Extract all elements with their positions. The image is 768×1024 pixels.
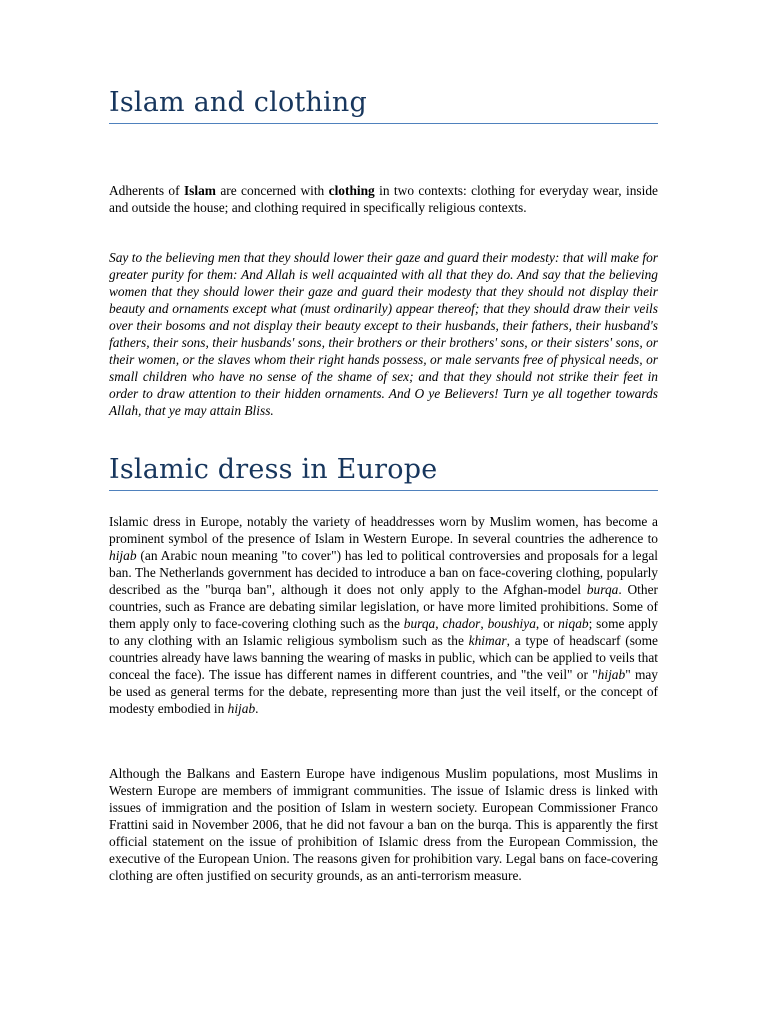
text-run: , [480, 616, 488, 631]
europe-paragraph-1 [109, 513, 658, 717]
text-run: ; some apply to any clothing with an Islamic religious symbolism such as the [109, 616, 659, 648]
europe-paragraph-2: Although the Balkans and Eastern Europe have indigenous Muslim populations, most Muslims in Western Europe are members of immigrant communities. The issue of Islamic dress is linked with issues of immigration and the position of Islam in western society. European Commissioner Franco Frattini said in November 2006, that he did not favour a ban on the burqa. This is apparently the first official statement on the issue of prohibition of Islamic dress from the European Commission, the executive of the European Union. The reasons given for prohibition vary. Legal bans on face-covering clothing are often justified on security grounds, as an anti-terrorism measure. [109, 766, 658, 883]
italic-term: hijab [227, 701, 256, 716]
text-run: " may be used as general terms for the debate, representing more than just the veil itself, or the concept of modesty embodied in [109, 667, 658, 716]
italic-term: hijab [109, 548, 137, 563]
text-run: , a type of headscarf (some countries already have laws banning the wearing of masks in public, which can be applied to veils that conceal the face). The issue has different names in different countries, and "the veil" or " [109, 633, 658, 682]
italic-term: burqa [403, 616, 436, 631]
text-run: . Other countries, such as France are debating similar legislation, or have more limited prohibitions. Some of them apply only to face-covering clothing such as the [109, 582, 658, 631]
text-run: , or [535, 616, 559, 631]
intro-text-1: Adherents of [109, 183, 184, 198]
intro-text-2: are concerned with [215, 183, 329, 198]
intro-text-3: in two contexts: clothing for everyday wear, inside and outside the house; and clothing required in specifically religious contexts. [109, 183, 658, 215]
text-run: (an Arabic noun meaning "to cover") has led to political controversies and proposals for a legal ban. The Netherlands government has decided to introduce a ban on face-covering clothing, popularly described as the "burqa ban", although it does not only apply to the Afghan-model [109, 548, 658, 597]
text-run: , [435, 616, 443, 631]
text-run: Islamic dress in Europe, notably the variety of headdresses worn by Muslim women, has become a prominent symbol of the presence of Islam in Western Europe. In several countries the adherence to [109, 514, 658, 546]
intro-bold-clothing: clothing [328, 183, 375, 198]
italic-term: boushiya [487, 616, 536, 631]
quran-quote-paragraph: Say to the believing men that they should lower their gaze and guard their modesty: that will make for greater purity for them: And Allah is well acquainted with all that they do. And say that the believing women that they should lower their gaze and guard their modesty that they should not display their beauty and ornaments except what (must ordinarily) appear thereof; that they should draw their veils over their bosoms and not display their beauty except to their husbands, their fathers, their husband's fathers, their sons, their husbands' sons, their brothers or their brothers' sons, or their sisters' sons, or their women, or the slaves whom their right hands possess, or male servants free of physical needs, or small children who have no sense of the shame of sex; and that they should not strike their feet in order to draw attention to their hidden ornaments. And O ye Believers! Turn ye all together towards Allah, that ye may attain Bliss. [109, 250, 658, 418]
text-run: . [255, 701, 259, 716]
italic-term: khimar [468, 633, 507, 648]
italic-term: niqab [558, 616, 589, 631]
section-heading-islam-and-clothing: Islam and clothing [109, 87, 658, 124]
section-heading-islamic-dress-in-europe: Islamic dress in Europe [109, 454, 658, 491]
intro-paragraph [109, 182, 658, 216]
intro-bold-islam: Islam [183, 183, 216, 198]
italic-term: chador [442, 616, 481, 631]
italic-term: hijab [597, 667, 626, 682]
italic-term: burqa [586, 582, 619, 597]
